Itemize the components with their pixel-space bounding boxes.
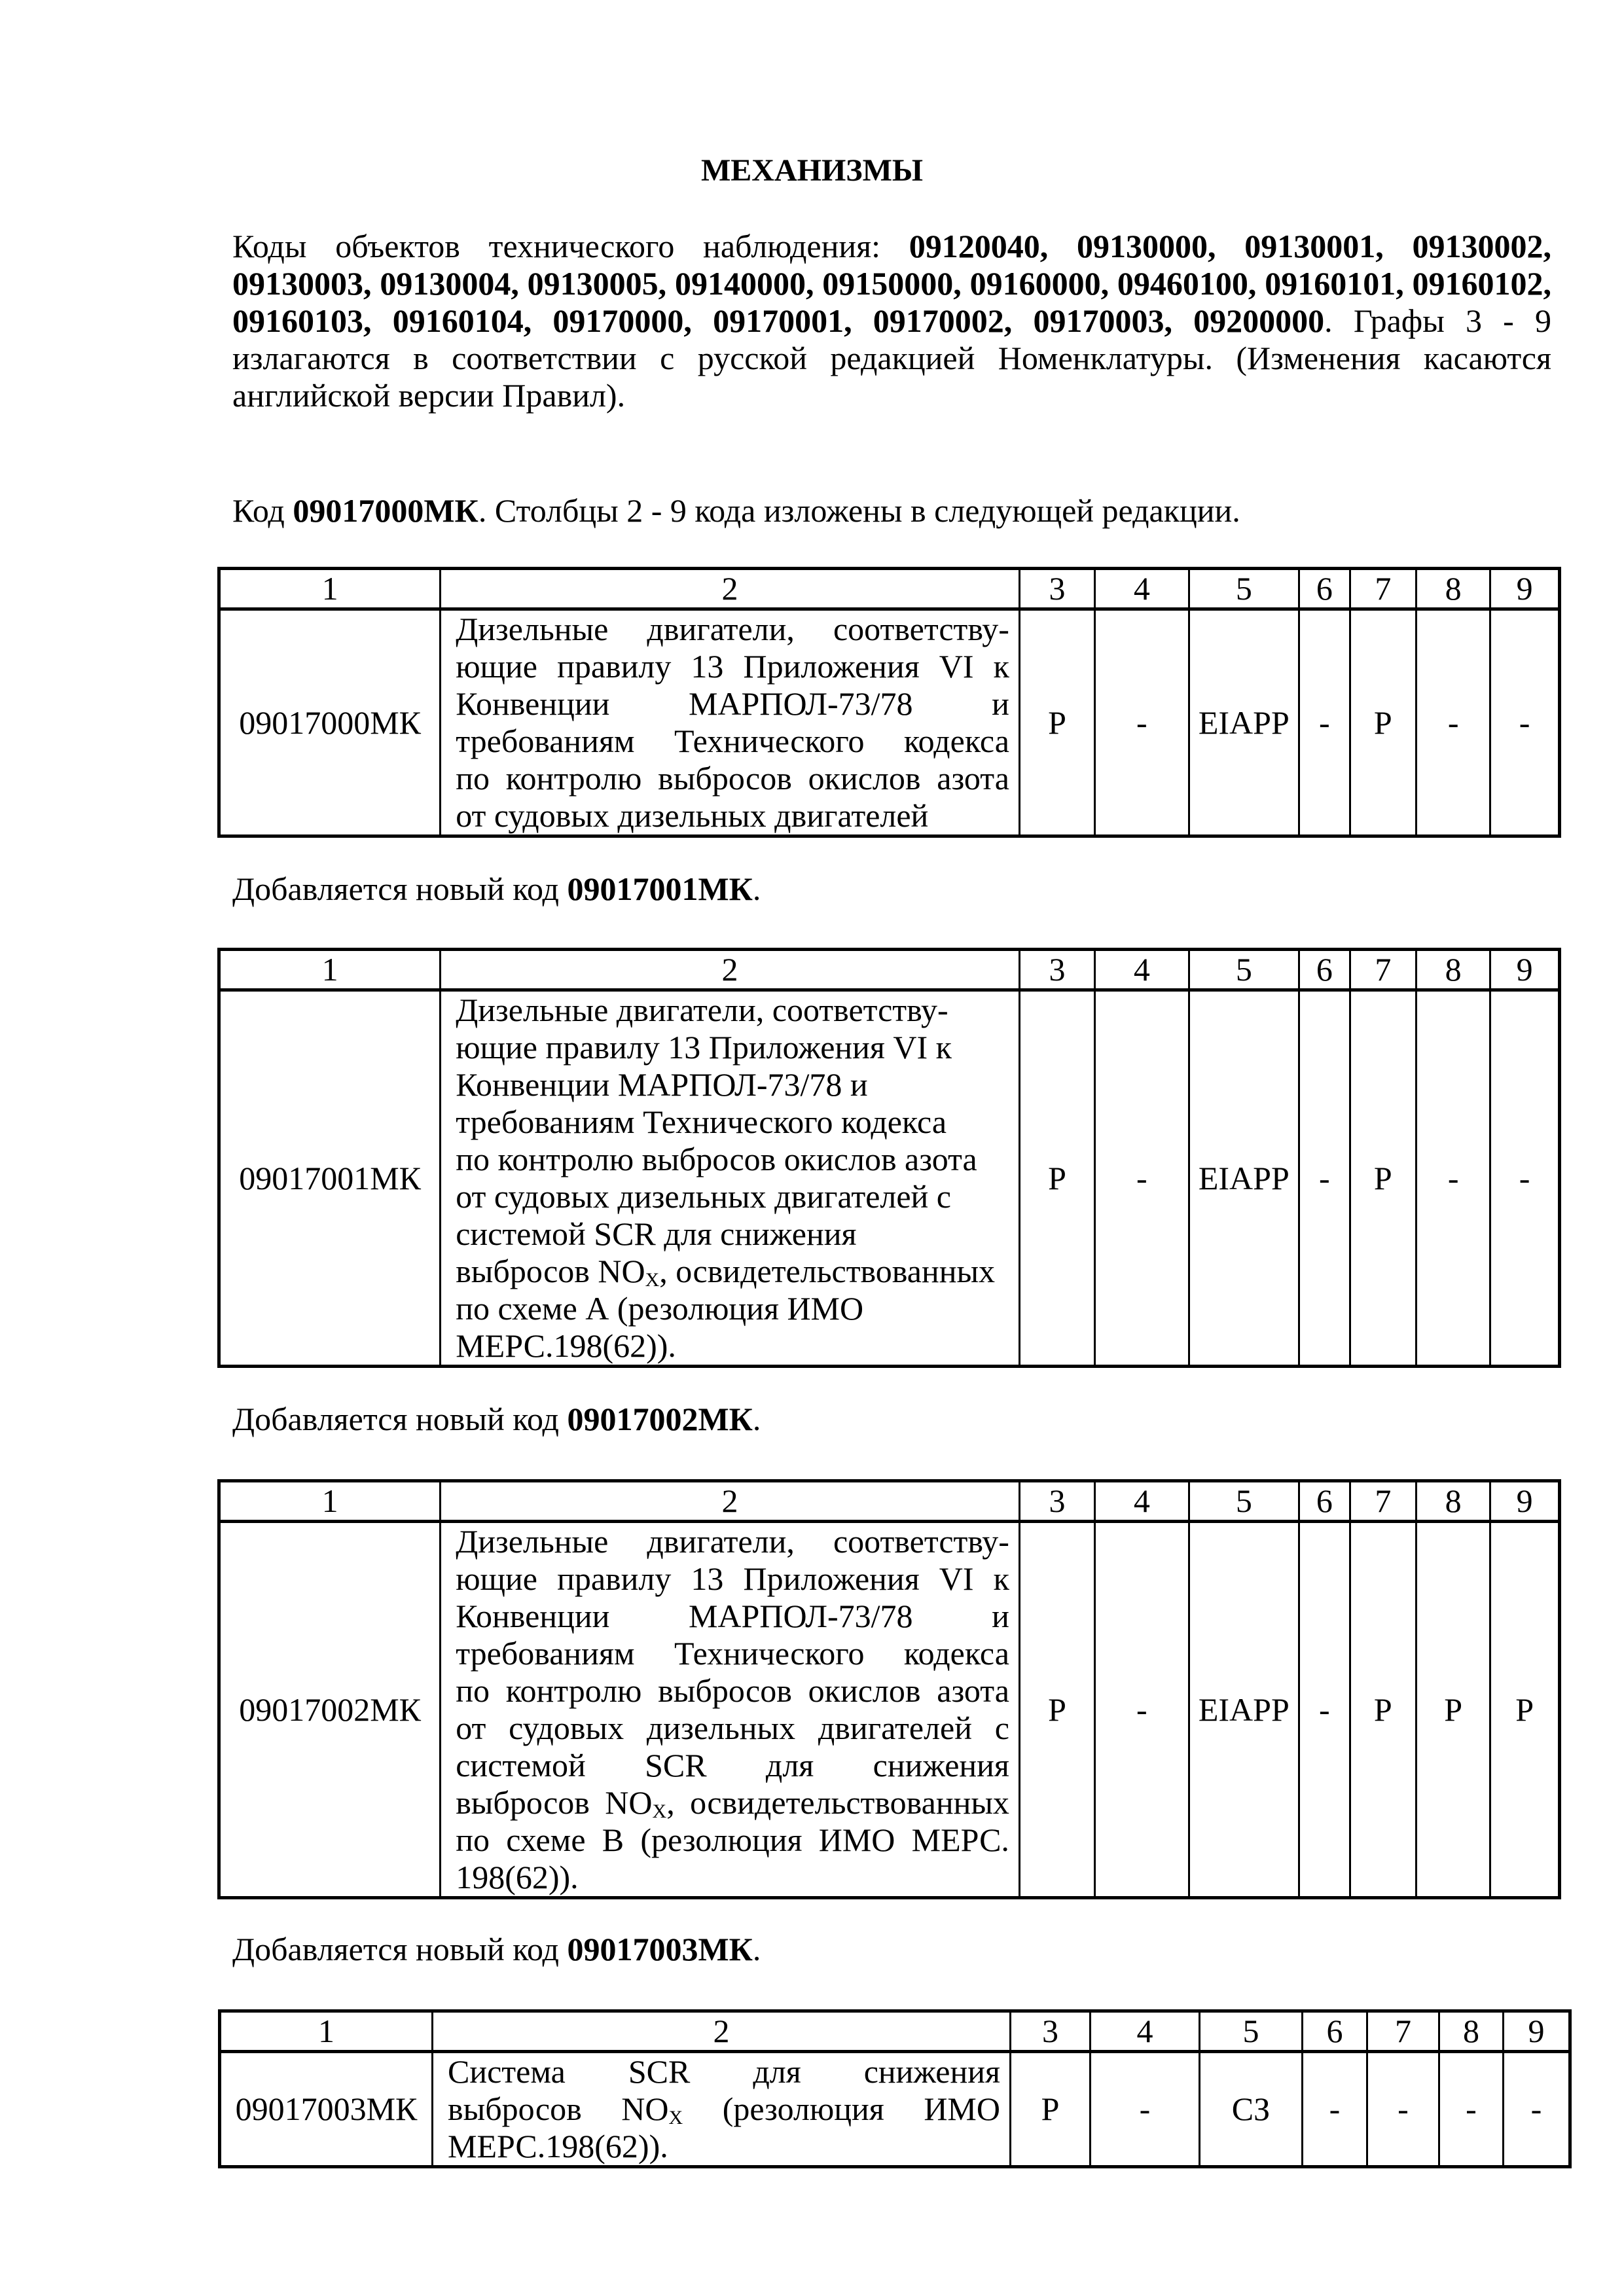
description-line: от судовых дизельных двигателей с xyxy=(456,1178,951,1215)
column-header: 5 xyxy=(1189,950,1299,990)
section-lead xyxy=(232,1931,761,1968)
column-header: 5 xyxy=(1189,569,1299,609)
lead-suffix: . xyxy=(752,1401,761,1437)
table-row xyxy=(219,1522,1560,1898)
object-code-cell: 09017000МК xyxy=(219,609,441,836)
column-5-value: СЗ xyxy=(1200,2052,1303,2167)
code-table xyxy=(217,567,1561,838)
column-header: 5 xyxy=(1200,2011,1303,2052)
description-line: выбросов $NO_X$ (резолюция ИМО xyxy=(448,2090,1001,2128)
description-line: Конвенции МАРПОЛ-73/78 и xyxy=(456,685,1009,722)
table-header-row xyxy=(219,569,1560,609)
column-header: 6 xyxy=(1299,1481,1350,1522)
subscript-x: X xyxy=(652,1801,667,1822)
description-line: системой SCR для снижения xyxy=(456,1215,857,1252)
column-header: 4 xyxy=(1091,2011,1200,2052)
description-line: ющие правилу 13 Приложения VI к xyxy=(456,1560,1009,1597)
column-header: 7 xyxy=(1350,1481,1416,1522)
column-4-value: - xyxy=(1095,1522,1189,1898)
column-5-value: EIAPP xyxy=(1189,1522,1299,1898)
description-line: Конвенции МАРПОЛ-73/78 и xyxy=(456,1066,868,1103)
column-8-value: Р xyxy=(1416,1522,1490,1898)
column-6-value: - xyxy=(1303,2052,1367,2167)
intro-code-list: 09120040, 09130000, 09130001, 09130002, 09130003, 09130004, 09130005, 09140000, 09150000, 09160000, 09460100, 09160101, 09160102, 09160103, 09160104, 09170000, 09170001, 09170002, 09170003, 09200000 xyxy=(232,228,1552,339)
lead-code: 09017000МК xyxy=(293,492,478,529)
lead-code: 09017001МК xyxy=(567,870,753,907)
section-lead xyxy=(232,492,1240,529)
table-header-row xyxy=(220,2011,1570,2052)
column-header: 4 xyxy=(1095,569,1189,609)
description-line: выбросов $NO_X$, освидетельствованных xyxy=(456,1784,1009,1822)
description-line: Дизельные двигатели, соответству- xyxy=(456,1523,1009,1560)
column-9-value: Р xyxy=(1490,1522,1560,1898)
description-line: по схеме А (резолюция ИМО xyxy=(456,1290,864,1327)
column-8-value: - xyxy=(1439,2052,1504,2167)
description-line: выбросов $NO_X$, освидетельствованных xyxy=(456,1253,996,1291)
column-3-value: Р xyxy=(1019,1522,1094,1898)
column-header: 9 xyxy=(1490,950,1560,990)
object-code-cell: 09017001МК xyxy=(219,990,441,1367)
column-header: 2 xyxy=(441,950,1020,990)
table-row xyxy=(219,990,1560,1367)
column-header: 5 xyxy=(1189,1481,1299,1522)
column-header: 1 xyxy=(219,569,441,609)
column-7-value: Р xyxy=(1350,609,1416,836)
description-cell xyxy=(441,609,1020,836)
column-9-value: - xyxy=(1504,2052,1570,2167)
column-5-value: EIAPP xyxy=(1189,609,1299,836)
description-line: по схеме В (резолюция ИМО МЕРС. xyxy=(456,1821,1009,1858)
section-lead xyxy=(232,1401,761,1438)
column-9-value: - xyxy=(1490,609,1560,836)
description-line: требованиям Технического кодекса xyxy=(456,723,1009,759)
column-8-value: - xyxy=(1416,609,1490,836)
description-line: Дизельные двигатели, соответству- xyxy=(456,611,1009,647)
code-table xyxy=(217,948,1561,1368)
lead-prefix: Добавляется новый код xyxy=(232,1401,568,1437)
column-7-value: Р xyxy=(1350,1522,1416,1898)
column-header: 8 xyxy=(1416,1481,1490,1522)
column-header: 2 xyxy=(433,2011,1011,2052)
lead-suffix: . xyxy=(752,870,761,907)
section-lead xyxy=(232,870,761,908)
description-cell xyxy=(441,990,1020,1367)
object-code-cell: 09017002МК xyxy=(219,1522,441,1898)
table-header-row xyxy=(219,1481,1560,1522)
description-line: по контролю выбросов окислов азота xyxy=(456,760,1009,797)
lead-suffix: . xyxy=(752,1931,761,1967)
lead-prefix: Добавляется новый код xyxy=(232,870,568,907)
lead-prefix: Добавляется новый код xyxy=(232,1931,568,1967)
lead-suffix: . Столбцы 2 - 9 кода изложены в следующей редакции. xyxy=(478,492,1240,529)
column-header: 8 xyxy=(1439,2011,1504,2052)
column-4-value: - xyxy=(1095,990,1189,1367)
column-header: 2 xyxy=(441,1481,1020,1522)
column-header: 9 xyxy=(1490,569,1560,609)
intro-paragraph xyxy=(232,228,1551,414)
column-header: 1 xyxy=(219,1481,441,1522)
description-line: МЕРС.198(62)). xyxy=(448,2128,668,2164)
column-4-value: - xyxy=(1095,609,1189,836)
column-header: 1 xyxy=(220,2011,433,2052)
description-line: по контролю выбросов окислов азота xyxy=(456,1672,1009,1709)
description-line: требованиям Технического кодекса xyxy=(456,1103,947,1140)
description-line: Конвенции МАРПОЛ-73/78 и xyxy=(456,1598,1009,1634)
column-header: 3 xyxy=(1019,569,1094,609)
column-header: 3 xyxy=(1011,2011,1091,2052)
column-header: 7 xyxy=(1350,569,1416,609)
subscript-x: X xyxy=(645,1269,660,1291)
column-8-value: - xyxy=(1416,990,1490,1367)
code-table xyxy=(217,1479,1561,1899)
column-header: 6 xyxy=(1299,569,1350,609)
description-cell xyxy=(433,2052,1011,2167)
column-header: 3 xyxy=(1019,1481,1094,1522)
column-3-value: Р xyxy=(1019,609,1094,836)
column-header: 6 xyxy=(1303,2011,1367,2052)
column-9-value: - xyxy=(1490,990,1560,1367)
intro-suffix: . Графы 3 - 9 излагаются в соответствии с русской редакцией Номенклатуры. (Изменения касаются английской версии Правил). xyxy=(232,302,1552,414)
lead-code: 09017003МК xyxy=(567,1931,753,1967)
column-header: 1 xyxy=(219,950,441,990)
description-line: МЕРС.198(62)). xyxy=(456,1327,676,1364)
column-header: 8 xyxy=(1416,950,1490,990)
description-line: Дизельные двигатели, соответству- xyxy=(456,992,948,1028)
column-header: 4 xyxy=(1095,1481,1189,1522)
table-row xyxy=(220,2052,1570,2167)
description-cell xyxy=(441,1522,1020,1898)
lead-code: 09017002МК xyxy=(567,1401,753,1437)
column-5-value: EIAPP xyxy=(1189,990,1299,1367)
column-6-value: - xyxy=(1299,990,1350,1367)
description-line: 198(62)). xyxy=(456,1859,579,1895)
column-6-value: - xyxy=(1299,1522,1350,1898)
table-row xyxy=(219,609,1560,836)
lead-prefix: Код xyxy=(232,492,293,529)
column-header: 7 xyxy=(1367,2011,1439,2052)
column-7-value: Р xyxy=(1350,990,1416,1367)
column-header: 4 xyxy=(1095,950,1189,990)
column-header: 2 xyxy=(441,569,1020,609)
code-table xyxy=(218,2009,1572,2168)
column-header: 8 xyxy=(1416,569,1490,609)
description-line: ющие правилу 13 Приложения VI к xyxy=(456,1029,952,1066)
description-line: от судовых дизельных двигателей xyxy=(456,797,929,834)
description-line: по контролю выбросов окислов азота xyxy=(456,1141,977,1177)
intro-prefix: Коды объектов технического наблюдения: xyxy=(232,228,909,264)
table-header-row xyxy=(219,950,1560,990)
column-3-value: Р xyxy=(1019,990,1094,1367)
document-title: МЕХАНИЗМЫ xyxy=(700,153,924,188)
column-header: 9 xyxy=(1490,1481,1560,1522)
column-header: 9 xyxy=(1504,2011,1570,2052)
column-7-value: - xyxy=(1367,2052,1439,2167)
column-header: 6 xyxy=(1299,950,1350,990)
description-line: Система SCR для снижения xyxy=(448,2053,1000,2090)
column-3-value: Р xyxy=(1011,2052,1091,2167)
object-code-cell: 09017003МК xyxy=(220,2052,433,2167)
column-4-value: - xyxy=(1091,2052,1200,2167)
description-line: от судовых дизельных двигателей с xyxy=(456,1710,1009,1746)
description-line: ющие правилу 13 Приложения VI к xyxy=(456,648,1009,685)
column-header: 7 xyxy=(1350,950,1416,990)
column-header: 3 xyxy=(1019,950,1094,990)
column-6-value: - xyxy=(1299,609,1350,836)
description-line: требованиям Технического кодекса xyxy=(456,1635,1009,1672)
description-line: системой SCR для снижения xyxy=(456,1747,1009,1784)
subscript-x: X xyxy=(668,2107,683,2128)
